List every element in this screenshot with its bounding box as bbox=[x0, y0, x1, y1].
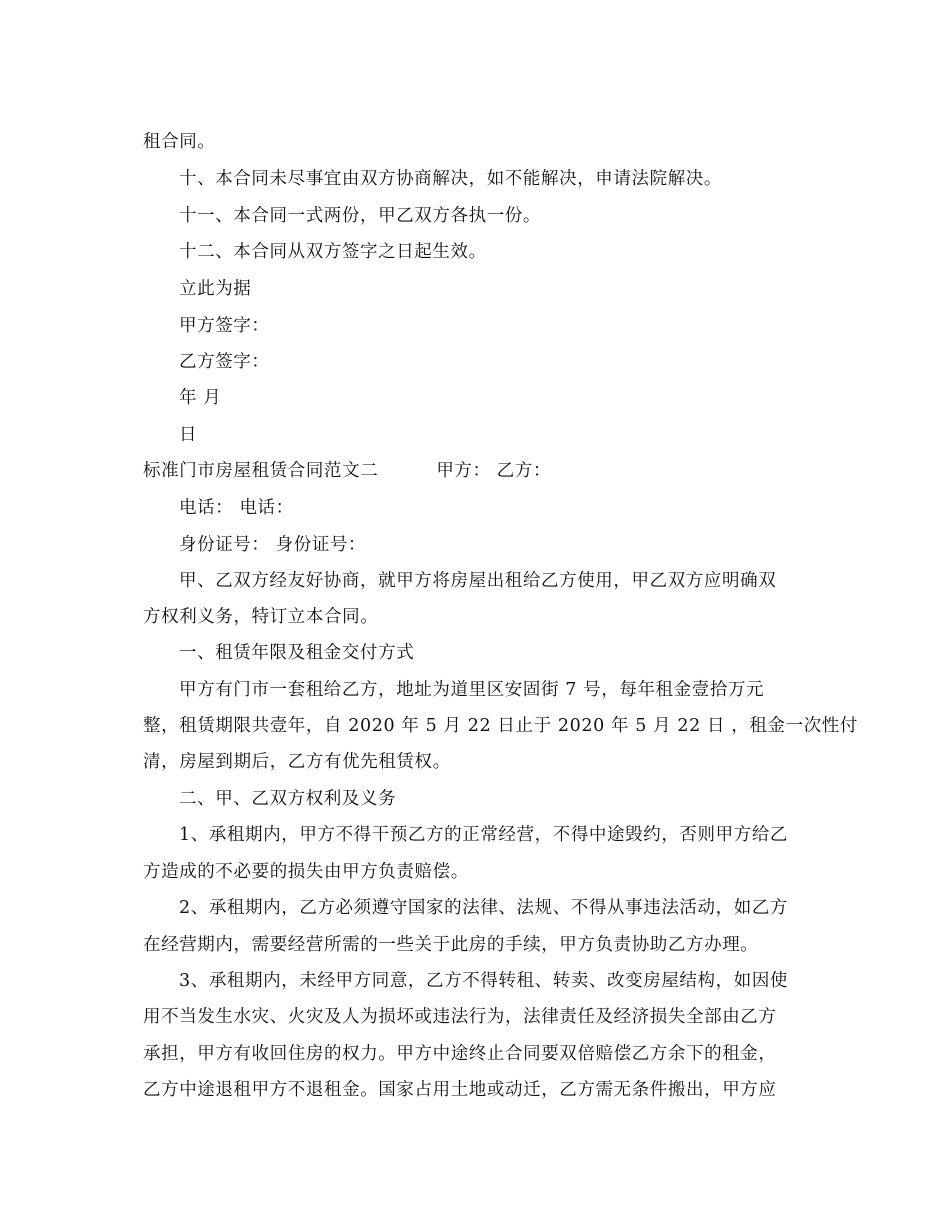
phone-fields: 电话： 电话： bbox=[179, 498, 294, 518]
section-2-heading: 二、甲、乙双方权利及义务 bbox=[179, 789, 397, 809]
preamble-line-2: 方权利义务，特订立本合同。 bbox=[143, 607, 379, 627]
item-1-line-2: 方造成的不必要的损失由甲方负责赔偿。 bbox=[143, 862, 469, 882]
item-3-line-3: 承担，甲方有收回住房的权力。甲方中途终止合同要双倍赔偿乙方余下的租金， bbox=[143, 1044, 777, 1064]
text-line: 租合同。 bbox=[143, 132, 216, 152]
contract-title: 标准门市房屋租赁合同范文二 bbox=[143, 461, 379, 481]
item-3-line-1: 3、承租期内，未经甲方同意，乙方不得转租、转卖、改变房屋结构，如因使 bbox=[179, 971, 789, 991]
item-1-line-1: 1、承租期内，甲方不得干预乙方的正常经营，不得中途毁约，否则甲方给乙 bbox=[179, 825, 789, 845]
date-day: 日 bbox=[179, 425, 198, 445]
clause-11: 十一、本合同一式两份，甲乙双方各执一份。 bbox=[179, 206, 541, 226]
clause-10: 十、本合同未尽事宜由双方协商解决，如不能解决，申请法院解决。 bbox=[179, 169, 722, 189]
parties-header: 甲方： 乙方： bbox=[436, 461, 552, 481]
section-1-line-3: 清，房屋到期后，乙方有优先租赁权。 bbox=[143, 752, 451, 772]
clause-12: 十二、本合同从双方签字之日起生效。 bbox=[179, 242, 487, 262]
item-3-line-4: 乙方中途退租甲方不退租金。国家占用土地或动迁，乙方需无条件搬出，甲方应 bbox=[143, 1080, 777, 1100]
section-1-line-2: 整，租赁期限共壹年，自 2020 年 5 月 22 日止于 2020 年 5 月 22 日 ，租金一次性付 bbox=[143, 716, 858, 736]
item-2-line-1: 2、承租期内，乙方必须遵守国家的法律、法规、不得从事违法活动，如乙方 bbox=[179, 898, 789, 918]
attestation-text: 立此为据 bbox=[179, 279, 252, 299]
id-number-fields: 身份证号： 身份证号： bbox=[179, 535, 367, 555]
section-1-heading: 一、租赁年限及租金交付方式 bbox=[179, 643, 415, 663]
contract-title-line bbox=[143, 460, 551, 482]
party-a-signature-label: 甲方签字： bbox=[179, 316, 270, 336]
party-b-signature-label: 乙方签字： bbox=[179, 352, 270, 372]
preamble-line-1: 甲、乙双方经友好协商，就甲方将房屋出租给乙方使用，甲乙双方应明确双 bbox=[179, 571, 777, 591]
item-2-line-2: 在经营期内，需要经营所需的一些关于此房的手续，甲方负责协助乙方办理。 bbox=[143, 935, 759, 955]
item-3-line-2: 用不当发生水灾、火灾及人为损坏或违法行为，法律责任及经济损失全部由乙方 bbox=[143, 1007, 777, 1027]
date-year-month: 年 月 bbox=[179, 388, 222, 408]
section-1-line-1: 甲方有门市一套租给乙方，地址为道里区安固街 7 号，每年租金壹拾万元 bbox=[179, 680, 765, 700]
